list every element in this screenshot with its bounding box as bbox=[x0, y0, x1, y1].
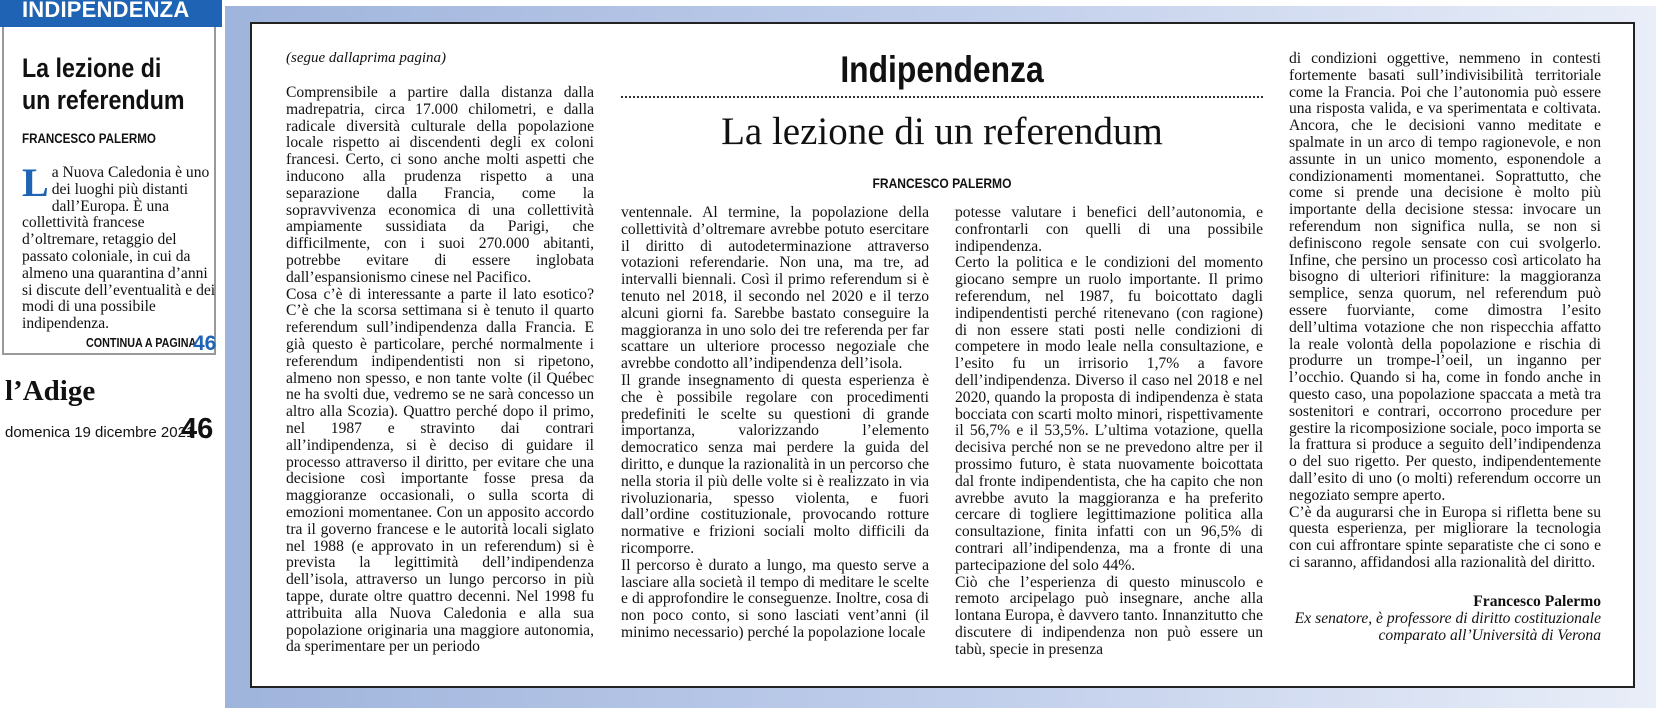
issue-date: domenica 19 dicembre 2021 bbox=[5, 424, 195, 441]
continue-page-link[interactable]: 46 bbox=[193, 332, 217, 355]
author-signature: Francesco Palermo bbox=[1473, 593, 1601, 610]
paragraph: Certo la politica e le condizioni del momento giocano sempre un ruolo importante. Il primo referendum, nel 1987, fu boicottato dagli indipendentisti perché ritenevano (con ragione) di non essere stati posti nelle condizioni di competere in modo leale nella consultazione, e l’esito fu un irrisorio 1,7% a favore dell’indipendenza. Diverso il caso nel 2018 e nel 2020, quando la proposta di indipendenza è stata bocciata con scarti molto minori, rispettivamente il 56,7% e il 53,5%. L’ultima votazione, quella decisiva perché non se ne prevedono altre per il prossimo futuro, è stata nuovamente boicottata dal fronte indipendentista, che ha capito che non avrebbe avuto la maggioranza e ha preferito cercare di togliere legittimazione politica alla consultazione, finita infatti con un 96,5% di contrari all’indipendenza, ma a fronte di una partecipazione del solo 44%. bbox=[955, 254, 1263, 574]
paragraph: ventennale. Al termine, la popolazione della collettività d’oltremare avrebbe potuto esercitare il diritto di autodeterminazione attraverso votazioni referendarie. Non una, ma tre, ad intervalli biennali. Così il primo referendum si è tenuto nel 2018, il secondo nel 2020 e il terzo alcuni giorni fa. Sarebbe bastato conseguire la maggioranza in uno solo dei tre referenda per far scattare un ulteriore processo negoziale che avrebbe condotto all’indipendenza dell’isola. bbox=[621, 204, 929, 373]
paragraph: Il percorso è durato a lungo, ma questo serve a lasciare alla società il tempo di meditare le scelte e di approfondire le conseguenze. Inoltre, cosa di non poco conto, si sono lasciati vent’anni (il minimo necessario) perché la popolazione locale bbox=[621, 556, 929, 641]
article-column-1 bbox=[286, 85, 594, 656]
author-affiliation: Ex senatore, è professore di diritto costituzionale comparato all’Università di Verona bbox=[1294, 610, 1601, 644]
teaser-title: La lezione di un referendum bbox=[22, 53, 185, 115]
teaser-body: a Nuova Caledonia è uno dei luoghi più distanti dall’Europa. È una collettività francese d’oltremare, retaggio del passato coloniale, in cui da almeno una quarantina d’anni si discute dell’eventualità e dei modi di una possibile indipendenza. bbox=[22, 164, 216, 333]
continued-from-note: (segue dallaprima pagina) bbox=[286, 50, 446, 66]
article-column-4 bbox=[1289, 51, 1601, 572]
teaser-text bbox=[22, 160, 218, 333]
page-number: 46 bbox=[181, 413, 214, 445]
article-headline: La lezione di un referendum bbox=[721, 110, 1163, 153]
teaser-section-label: INDIPENDENZA bbox=[22, 0, 190, 22]
paragraph: C’è da augurarsi che in Europa si rifletta bene su questa esperienza, per migliorare la tecnologia con cui affrontare spinte separatiste che ci sono e ci saranno, affidandosi alla razionalità del diritto. bbox=[1289, 503, 1601, 571]
continue-label: CONTINUA A PAGINA bbox=[86, 336, 197, 350]
paragraph: di condizioni oggettive, nemmeno in contesti fortemente basati sull’indivisibilità territoriale come la Francia. Poi che l’autonomia può essere una risposta valida, e va sperimentata e coltivata. Ancora, che le decisioni vanno meditate e spalmate in un arco di tempo ragionevole, e non assunte in un unico momento, esponendole a condizionamenti momentanei. Soprattutto, che come si prende una decisione è molto più importante della decisione stessa: invocare un referendum non significa nulla, se non si definiscono regole sensate con cui svolgerlo. Infine, che persino un processo così articolato ha bisogno di ulteriori rifiniture: la maggioranza semplice, senza quorum, nel referendum può essere fuorviante, come dimostra l’esito dell’ultima votazione che non rispecchia affatto la reale volontà della popolazione e rischia di produrre un trompe-l’oeil, un inganno per l’occhio. Quando si ha, come in fondo anche in questo caso, una popolazione spaccata a metà tra sostenitori e contrari, occorrono procedure per gestire la ricomposizione sociale, poco importa se la frattura si produce a seguito dell’indipendenza o del suo rigetto. Per questo, indipendentemente dall’esito di uno (o molti) referendum occorre un negoziato sempre aperto. bbox=[1289, 50, 1601, 504]
paragraph: potesse valutare i benefici dell’autonomia, e confrontarli con quelli di una possibile indipendenza. bbox=[955, 204, 1263, 255]
teaser-author: FRANCESCO PALERMO bbox=[22, 131, 156, 146]
paragraph: Cosa c’è di interessante a parte il lato esotico? C’è che la scorsa settimana si è tenuto il quarto referendum sull’indipendenza dalla Francia. E già questo è particolare, perché normalmente i referendum indipendentisti non si ripetono, almeno non spesso, e non tante volte (il Québec ne ha svolti due, vedremo se ne sarà concesso un altro alla Scozia). Quattro perché dopo il primo, nel 1987 e stravinto dai contrari all’indipendenza, si è deciso di guidare il processo attraverso il diritto, per evitare che una decisione così importante fosse presa da maggioranze occasionali, o sulla scorta di emozioni momentanee. Con un apposito accordo tra il governo francese e le autorità locali siglato nel 1988 (e approvato in un referendum) si è prevista la legittimità dell’indipendenza dell’isola, attraverso un lungo percorso in più tappe, durate oltre quattro decenni. Nel 1998 fu attribuita alla Nuova Caledonia e alla sua popolazione originaria una maggiore autonomia, da sperimentare per un periodo bbox=[286, 285, 594, 656]
article-byline: FRANCESCO PALERMO bbox=[872, 175, 1012, 191]
article-column-3 bbox=[955, 205, 1263, 659]
article-column-2 bbox=[621, 205, 929, 642]
paragraph: Comprensibile a partire dalla distanza dalla madrepatria, circa 17.000 chilometri, e dalla radicale diversità culturale della popolazione locale rispetto ai discendenti degli ex coloni francesi. Certo, ci sono anche molti aspetti che inducono alla prudenza rispetto a una separazione dalla Francia, come la sopravvivenza economica di una collettività ampiamente sussidiata da Parigi, che difficilmente, con i suoi 270.000 abitanti, potrebbe evitare di essere inglobata dall’espansionismo cinese nel Pacifico. bbox=[286, 84, 594, 286]
newspaper-logo: l’Adige bbox=[5, 375, 96, 407]
paragraph: Ciò che l’esperienza di questo minuscolo e remoto arcipelago può insegnare, anche alla lontana Europa, è davvero tanto. Innanzitutto che discutere di indipendenza non può essere un tabù, specie in presenza bbox=[955, 573, 1263, 658]
dotted-divider bbox=[621, 96, 1263, 98]
paragraph: Il grande insegnamento di questa esperienza è che è possibile regolare con procedimenti predefiniti le scelte su questioni di grande importanza, valorizzando l’elemento democratico senza mai perdere la guida del diritto, e dunque la razionalità in un percorso che nella storia il più delle volte si è realizzato in via rivoluzionaria, spesso violenta, e fuori dall’ordine costituzionale, provocando rotture normative e frizioni sociali molto difficili da ricomporre. bbox=[621, 371, 929, 557]
teaser-dropcap: L bbox=[22, 160, 49, 205]
article-section-title: Indipendenza bbox=[840, 49, 1044, 90]
teaser-section-banner bbox=[0, 0, 222, 27]
